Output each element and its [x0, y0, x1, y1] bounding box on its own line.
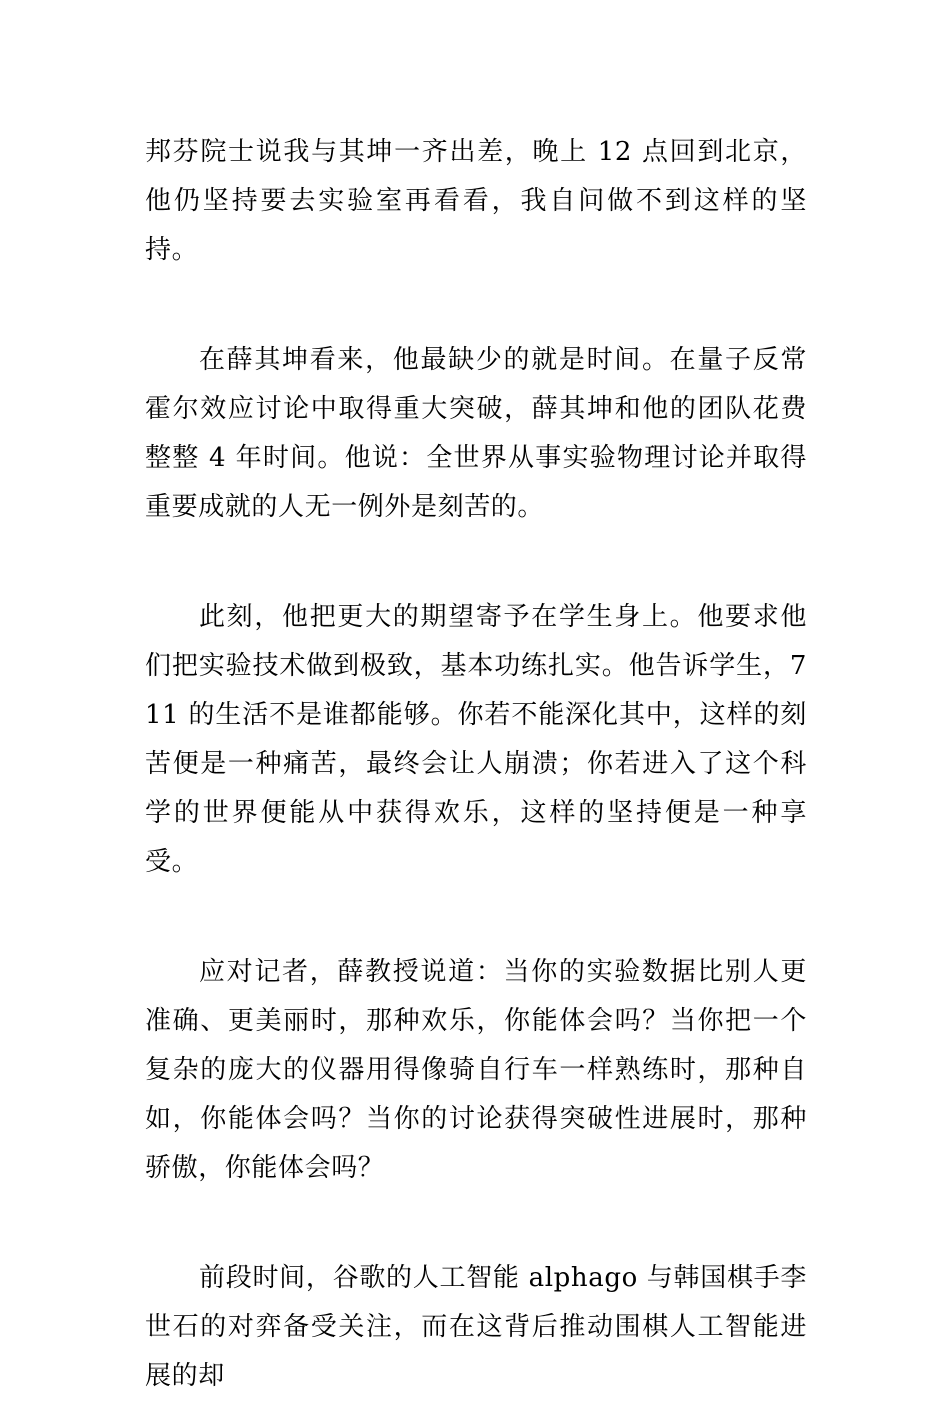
- paragraph-4: 应对记者，薛教授说道：当你的实验数据比别人更准确、更美丽时，那种欢乐，你能体会吗？当你把一个复杂的庞大的仪器用得像骑自行车一样熟练时，那种自如，你能体会吗？当你的讨论获得突破性进展时，那种骄傲，你能体会吗？: [145, 957, 807, 1183]
- paragraph-1: 邦芬院士说我与其坤一齐出差，晚上 12 点回到北京，他仍坚持要去实验室再看看，我自问做不到这样的坚持。: [145, 137, 807, 265]
- paragraph-3: 此刻，他把更大的期望寄予在学生身上。他要求他们把实验技术做到极致，基本功练扎实。他告诉学生，711 的生活不是谁都能够。你若不能深化其中，这样的刻苦便是一种痛苦，最终会让人崩溃；你若进入了这个科学的世界便能从中获得欢乐，这样的坚持便是一种享受。: [145, 602, 807, 877]
- paragraph-2: 在薛其坤看来，他最缺少的就是时间。在量子反常霍尔效应讨论中取得重大突破，薛其坤和他的团队花费整整 4 年时间。他说：全世界从事实验物理讨论并取得重要成就的人无一例外是刻苦的。: [145, 345, 807, 522]
- paragraph-5: 前段时间，谷歌的人工智能 alphago 与韩国棋手李世石的对弈备受关注，而在这背后推动围棋人工智能进展的却: [145, 1263, 807, 1391]
- document-body: [145, 128, 807, 1401]
